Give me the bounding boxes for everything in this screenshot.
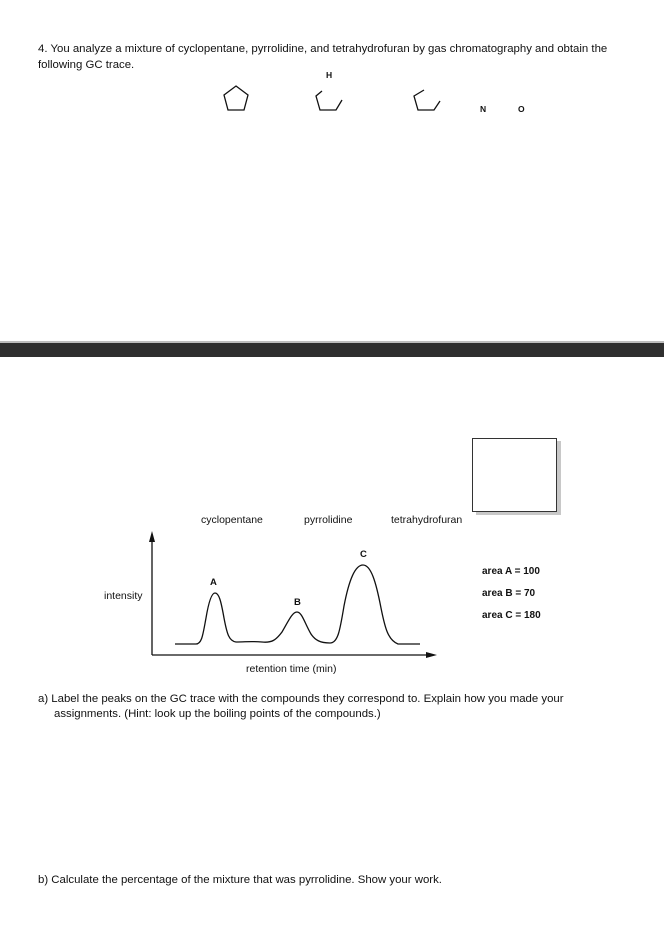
x-axis-arrow [426,652,437,658]
oxygen-label: O [518,104,525,114]
area-c-value: 180 [523,610,541,621]
area-b-label: area B = [482,588,522,599]
empty-answer-box [472,438,557,512]
y-axis-label: intensity [104,590,143,602]
area-a-label: area A = [482,566,521,577]
label-cyclopentane: cyclopentane [201,514,263,526]
area-a [482,566,540,577]
y-axis-arrow [149,531,155,542]
section-divider [0,343,664,357]
label-tetrahydrofuran: tetrahydrofuran [391,514,463,526]
peak-label-b: B [294,597,301,608]
area-b-value: 70 [523,588,536,599]
area-a-value: 100 [523,566,540,577]
part-a-line1: a) Label the peaks on the GC trace with the compounds they correspond to. Explain how you made your [38,693,564,705]
question-text: 4. You analyze a mixture of cyclopentane, pyrrolidine, and tetrahydrofuran by gas chromatography and obtain the following GC trace. [38,43,608,71]
part-a-question [38,692,628,722]
nh-hydrogen-label: H [326,70,333,80]
pyrrolidine-structure [316,91,342,110]
label-pyrrolidine: pyrrolidine [304,514,353,526]
part-a-line2: assignments. (Hint: look up the boiling points of the compounds.) [54,708,381,720]
cyclopentane-structure [224,86,248,110]
peak-label-a: A [210,577,217,588]
thf-structure [414,90,440,110]
area-b [482,588,535,599]
peak-label-c: C [360,549,367,560]
part-b-question: b) Calculate the percentage of the mixture that was pyrrolidine. Show your work. [38,874,442,886]
area-c [482,610,541,621]
nitrogen-label: N [480,104,487,114]
area-c-label: area C = [482,610,522,621]
x-axis-label: retention time (min) [246,663,337,675]
